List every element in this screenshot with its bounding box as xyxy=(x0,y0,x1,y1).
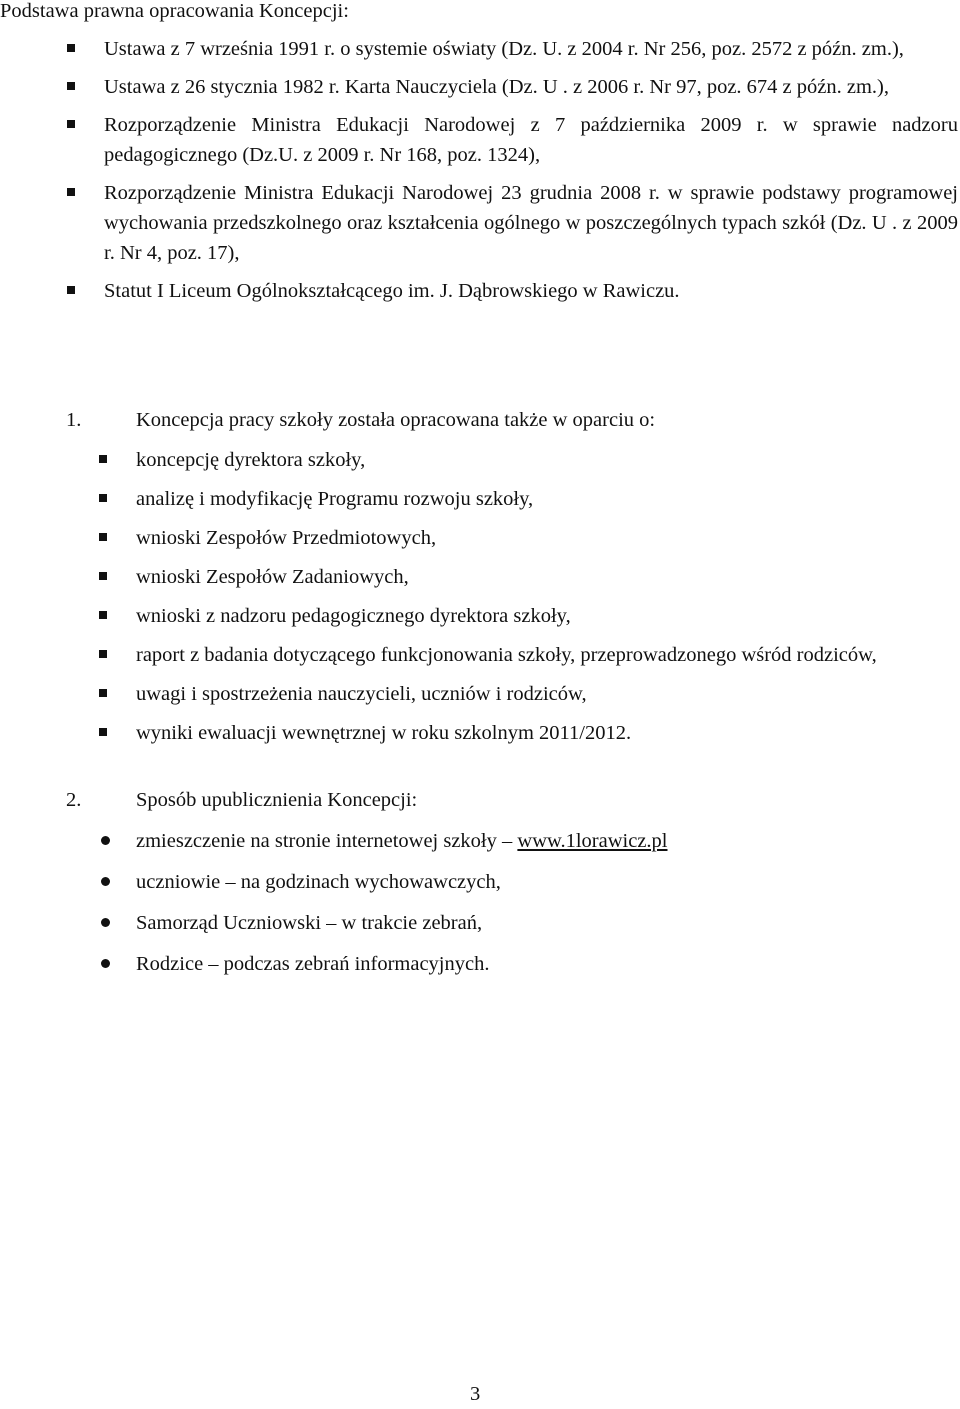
list-item: Ustawa z 26 stycznia 1982 r. Karta Nauczyciela (Dz. U . z 2006 r. Nr 97, poz. 674 z późn. zm.), xyxy=(0,72,958,102)
square-bullet-icon xyxy=(99,689,107,697)
square-bullet-icon xyxy=(67,44,75,52)
school-website-link[interactable]: www.1lorawicz.pl xyxy=(517,830,668,852)
square-bullet-icon xyxy=(99,455,107,463)
list-item: Rodzice – podczas zebrań informacyjnych. xyxy=(0,949,958,979)
list-item: raport z badania dotyczącego funkcjonowania szkoły, przeprowadzonego wśród rodziców, xyxy=(0,640,958,670)
section-title: Sposób upublicznienia Koncepcji: xyxy=(136,789,418,811)
square-bullet-icon xyxy=(67,82,75,90)
list-item: Rozporządzenie Ministra Edukacji Narodowej z 7 października 2009 r. w sprawie nadzoru pedagogicznego (Dz.U. z 2009 r. Nr 168, poz. 1324), xyxy=(0,110,958,170)
list-item: Samorząd Uczniowski – w trakcie zebrań, xyxy=(0,908,958,938)
legal-basis-list xyxy=(0,34,958,314)
round-bullet-icon xyxy=(101,836,110,845)
list-item: analizę i modyfikację Programu rozwoju szkoły, xyxy=(0,484,958,514)
square-bullet-icon xyxy=(99,494,107,502)
section-2-list xyxy=(0,826,958,990)
list-item: zmieszczenie na stronie internetowej szkoły – www.1lorawicz.pl xyxy=(0,826,958,856)
list-item: wnioski Zespołów Zadaniowych, xyxy=(0,562,958,592)
list-item: wnioski Zespołów Przedmiotowych, xyxy=(0,523,958,553)
list-item: koncepcję dyrektora szkoły, xyxy=(0,445,958,475)
section-number: 1. xyxy=(66,409,82,431)
square-bullet-icon xyxy=(99,533,107,541)
list-item: uwagi i spostrzeżenia nauczycieli, uczniów i rodziców, xyxy=(0,679,958,709)
section-1-list xyxy=(0,445,958,757)
square-bullet-icon xyxy=(99,572,107,580)
list-item: uczniowie – na godzinach wychowawczych, xyxy=(0,867,958,897)
round-bullet-icon xyxy=(101,918,110,927)
list-item: Ustawa z 7 września 1991 r. o systemie oświaty (Dz. U. z 2004 r. Nr 256, poz. 2572 z późn. zm.), xyxy=(0,34,958,64)
list-item: Statut I Liceum Ogólnokształcącego im. J. Dąbrowskiego w Rawiczu. xyxy=(0,276,958,306)
section-number: 2. xyxy=(66,789,82,811)
section-title: Koncepcja pracy szkoły została opracowana także w oparciu o: xyxy=(136,409,656,431)
square-bullet-icon xyxy=(67,188,75,196)
square-bullet-icon xyxy=(99,611,107,619)
square-bullet-icon xyxy=(67,120,75,128)
square-bullet-icon xyxy=(99,728,107,736)
page-number: 3 xyxy=(470,1383,481,1405)
list-item: wnioski z nadzoru pedagogicznego dyrektora szkoły, xyxy=(0,601,958,631)
square-bullet-icon xyxy=(99,650,107,658)
list-item: Rozporządzenie Ministra Edukacji Narodowej 23 grudnia 2008 r. w sprawie podstawy programowej wychowania przedszkolnego oraz kształcenia ogólnego w poszczególnych typach szkół (Dz. U . z 2009 r. Nr 4, poz. 17), xyxy=(0,178,958,268)
square-bullet-icon xyxy=(67,286,75,294)
legal-basis-heading: Podstawa prawna opracowania Koncepcji: xyxy=(0,0,349,22)
round-bullet-icon xyxy=(101,877,110,886)
round-bullet-icon xyxy=(101,959,110,968)
list-item: wyniki ewaluacji wewnętrznej w roku szkolnym 2011/2012. xyxy=(0,718,958,748)
